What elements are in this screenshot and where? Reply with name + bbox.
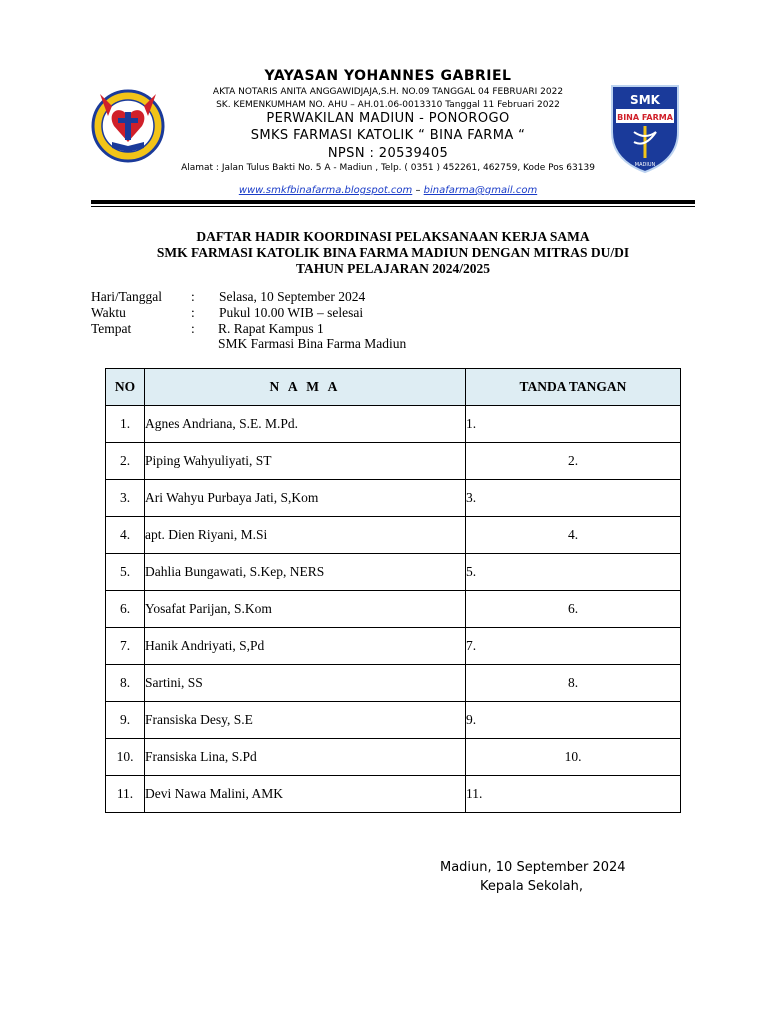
doc-title-line3: TAHUN PELAJARAN 2024/2025	[295, 261, 490, 276]
row-signature: 11.	[466, 776, 681, 813]
col-header-no: NO	[106, 369, 145, 406]
row-signature: 4.	[466, 517, 681, 554]
table-header-row	[106, 369, 681, 406]
akta-notaris: AKTA NOTARIS ANITA ANGGAWIDJAJA,S.H. NO.09 TANGGAL 04 FEBRUARI 2022	[212, 87, 564, 97]
row-no: 9.	[106, 702, 145, 739]
row-signature: 8.	[466, 665, 681, 702]
table-row	[106, 480, 681, 517]
row-nama: Sartini, SS	[145, 665, 466, 702]
row-no: 2.	[106, 443, 145, 480]
col-header-tanda-tangan: TANDA TANGAN	[466, 369, 681, 406]
row-no: 6.	[106, 591, 145, 628]
attendance-table	[105, 368, 681, 813]
row-nama: Hanik Andriyati, S,Pd	[145, 628, 466, 665]
hari-colon: :	[191, 289, 195, 304]
row-signature: 1.	[466, 406, 681, 443]
doc-title-line1: DAFTAR HADIR KOORDINASI PELAKSANAAN KERJA SAMA	[196, 229, 590, 244]
row-no: 10.	[106, 739, 145, 776]
link-separator: –	[415, 185, 421, 196]
table-row	[106, 628, 681, 665]
hari-value: Selasa, 10 September 2024	[219, 289, 366, 304]
table-row	[106, 665, 681, 702]
table-row	[106, 517, 681, 554]
row-nama: Piping Wahyuliyati, ST	[145, 443, 466, 480]
row-signature: 7.	[466, 628, 681, 665]
table-row	[106, 554, 681, 591]
perwakilan: PERWAKILAN MADIUN - PONOROGO	[266, 111, 510, 126]
place-date: Madiun, 10 September 2024	[440, 860, 626, 875]
col-header-nama: N A M A	[145, 369, 466, 406]
row-nama: Devi Nawa Malini, AMK	[145, 776, 466, 813]
org-name: YAYASAN YOHANNES GABRIEL	[264, 68, 512, 84]
doc-title-line2: SMK FARMASI KATOLIK BINA FARMA MADIUN DENGAN MITRAS DU/DI	[156, 245, 630, 260]
row-no: 5.	[106, 554, 145, 591]
signer-role: Kepala Sekolah,	[480, 879, 584, 894]
row-no: 11.	[106, 776, 145, 813]
row-signature: 10.	[466, 739, 681, 776]
row-nama: Fransiska Desy, S.E	[145, 702, 466, 739]
row-signature: 2.	[466, 443, 681, 480]
row-nama: Fransiska Lina, S.Pd	[145, 739, 466, 776]
row-signature: 3.	[466, 480, 681, 517]
hari-label: Hari/Tanggal	[91, 289, 163, 304]
row-signature: 6.	[466, 591, 681, 628]
row-no: 8.	[106, 665, 145, 702]
row-no: 3.	[106, 480, 145, 517]
row-nama: apt. Dien Riyani, M.Si	[145, 517, 466, 554]
table-row	[106, 776, 681, 813]
row-nama: Dahlia Bungawati, S.Kep, NERS	[145, 554, 466, 591]
school-name: SMKS FARMASI KATOLIK “ BINA FARMA “	[250, 128, 526, 143]
table-row	[106, 702, 681, 739]
header-rule-thin	[91, 206, 695, 207]
yayasan-logo	[90, 86, 166, 168]
waktu-value: Pukul 10.00 WIB – selesai	[219, 305, 364, 320]
row-nama: Ari Wahyu Purbaya Jati, S,Kom	[145, 480, 466, 517]
table-row	[106, 443, 681, 480]
tempat-value-2: SMK Farmasi Bina Farma Madiun	[218, 336, 407, 351]
row-no: 1.	[106, 406, 145, 443]
waktu-colon: :	[191, 305, 195, 320]
contact-links	[166, 185, 610, 196]
table-row	[106, 739, 681, 776]
svg-text:BINA FARMA: BINA FARMA	[617, 113, 673, 122]
email-link[interactable]: binafarma@gmail.com	[423, 185, 538, 196]
tempat-label: Tempat	[91, 321, 132, 336]
table-row	[106, 591, 681, 628]
header-rule-thick	[91, 200, 695, 204]
svg-text:MADIUN: MADIUN	[634, 162, 656, 168]
sk-kemenkumham: SK. KEMENKUMHAM NO. AHU – AH.01.06-0013310 Tanggal 11 Februari 2022	[216, 100, 560, 110]
waktu-label: Waktu	[91, 305, 126, 320]
svg-text:SMK: SMK	[630, 93, 660, 107]
row-no: 4.	[106, 517, 145, 554]
smk-bina-farma-logo	[608, 82, 682, 174]
row-no: 7.	[106, 628, 145, 665]
website-link[interactable]: www.smkfbinafarma.blogspot.com	[238, 185, 413, 196]
row-nama: Agnes Andriana, S.E. M.Pd.	[145, 406, 466, 443]
row-signature: 5.	[466, 554, 681, 591]
tempat-colon: :	[191, 321, 195, 336]
address: Alamat : Jalan Tulus Bakti No. 5 A - Madiun , Telp. ( 0351 ) 452261, 462759, Kode Pos 63139	[181, 163, 595, 173]
row-nama: Yosafat Parijan, S.Kom	[145, 591, 466, 628]
tempat-value: R. Rapat Kampus 1	[218, 321, 324, 336]
table-row	[106, 406, 681, 443]
row-signature: 9.	[466, 702, 681, 739]
npsn: NPSN : 20539405	[327, 146, 449, 161]
